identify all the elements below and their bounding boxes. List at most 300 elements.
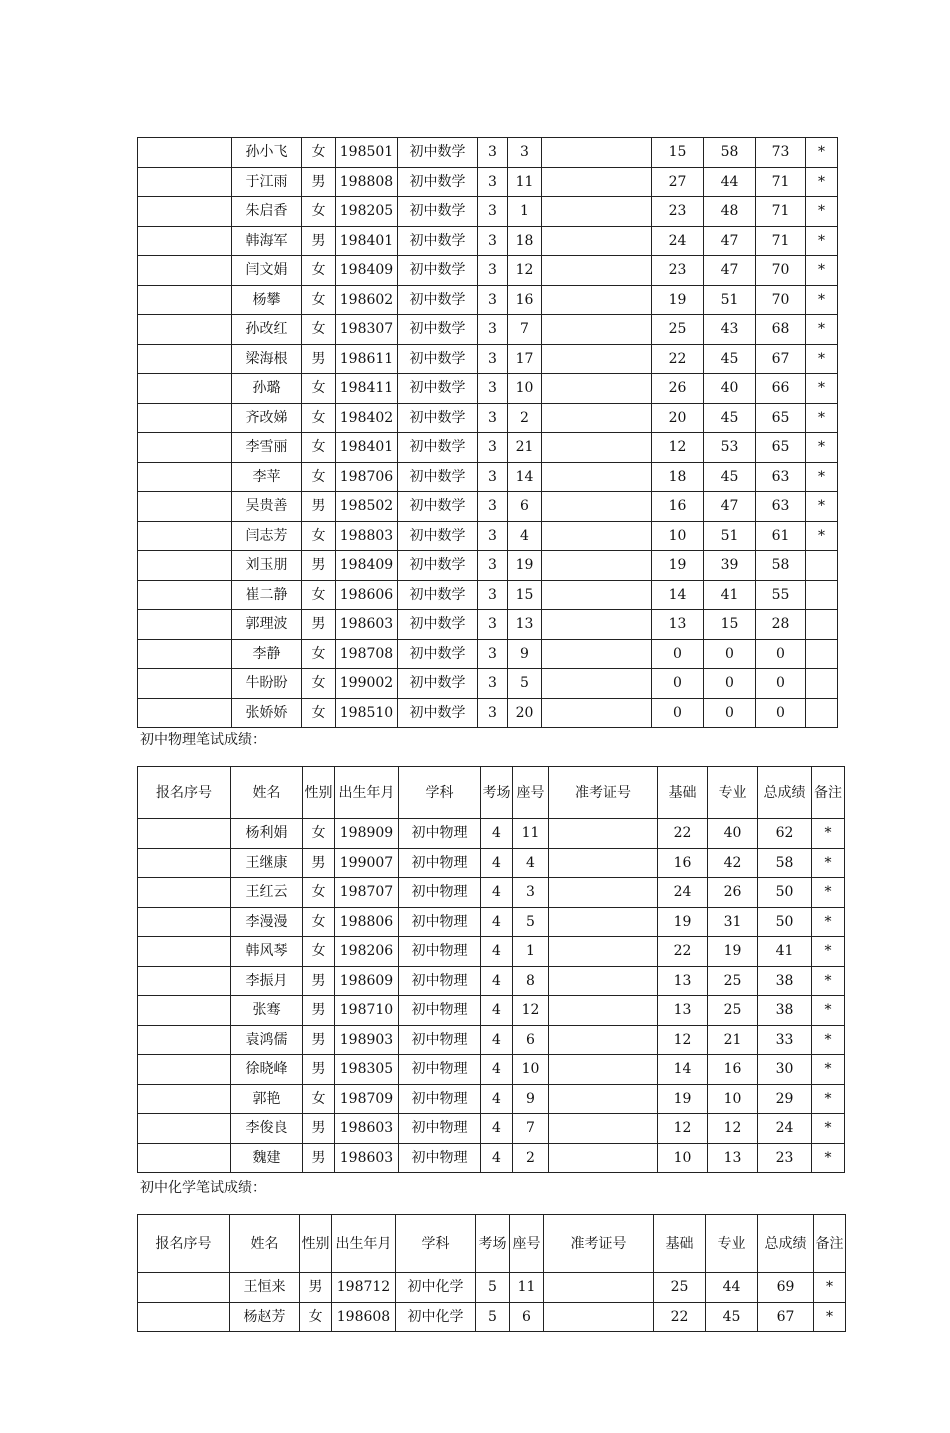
- cell-basic: 13: [658, 966, 708, 996]
- cell-major: 16: [708, 1055, 758, 1085]
- cell-birth: 198401: [336, 226, 398, 256]
- cell-seat: 20: [508, 698, 542, 728]
- cell-ticket: [549, 1114, 658, 1144]
- cell-seq: [138, 639, 232, 669]
- cell-name: 闫志芳: [232, 521, 302, 551]
- cell-birth: 198603: [335, 1143, 399, 1173]
- cell-gender: 女: [303, 907, 335, 937]
- cell-name: 杨攀: [232, 285, 302, 315]
- header-ticket: 准考证号: [544, 1215, 654, 1273]
- cell-total: 38: [758, 966, 812, 996]
- cell-seat: 18: [508, 226, 542, 256]
- cell-basic: 14: [652, 580, 704, 610]
- cell-total: 23: [758, 1143, 812, 1173]
- cell-seat: 7: [513, 1114, 549, 1144]
- cell-seq: [138, 403, 232, 433]
- cell-room: 3: [478, 580, 508, 610]
- cell-seq: [138, 138, 232, 168]
- cell-seq: [138, 907, 231, 937]
- cell-major: 25: [708, 966, 758, 996]
- cell-subject: 初中数学: [398, 551, 478, 581]
- cell-birth: 199007: [335, 848, 399, 878]
- cell-major: 44: [706, 1273, 758, 1303]
- table-row: [138, 1084, 845, 1114]
- cell-note: *: [806, 226, 838, 256]
- cell-room: 3: [478, 551, 508, 581]
- cell-seat: 3: [513, 878, 549, 908]
- cell-name: 孙璐: [232, 374, 302, 404]
- cell-note: [806, 698, 838, 728]
- cell-gender: 女: [302, 138, 336, 168]
- cell-total: 58: [756, 551, 806, 581]
- table-row: [138, 996, 845, 1026]
- cell-major: 21: [708, 1025, 758, 1055]
- table-row: [138, 197, 838, 227]
- cell-major: 31: [708, 907, 758, 937]
- cell-seq: [138, 848, 231, 878]
- cell-birth: 198803: [336, 521, 398, 551]
- cell-subject: 初中物理: [399, 1114, 481, 1144]
- cell-note: *: [812, 819, 845, 849]
- cell-major: 39: [704, 551, 756, 581]
- cell-seq: [138, 285, 232, 315]
- cell-subject: 初中物理: [399, 848, 481, 878]
- cell-seq: [138, 937, 231, 967]
- cell-total: 58: [758, 848, 812, 878]
- cell-subject: 初中数学: [398, 344, 478, 374]
- table-row: [138, 403, 838, 433]
- table-row: [138, 907, 845, 937]
- cell-major: 47: [704, 492, 756, 522]
- cell-seq: [138, 374, 232, 404]
- cell-subject: 初中化学: [396, 1302, 476, 1332]
- cell-seq: [138, 256, 232, 286]
- cell-name: 孙小飞: [232, 138, 302, 168]
- cell-seat: 4: [513, 848, 549, 878]
- table-row: [138, 610, 838, 640]
- cell-subject: 初中数学: [398, 580, 478, 610]
- cell-birth: 198409: [336, 551, 398, 581]
- cell-total: 71: [756, 226, 806, 256]
- cell-basic: 14: [658, 1055, 708, 1085]
- cell-seat: 1: [508, 197, 542, 227]
- cell-name: 郭艳: [231, 1084, 303, 1114]
- cell-note: *: [812, 878, 845, 908]
- table-row: [138, 966, 845, 996]
- cell-room: 3: [478, 492, 508, 522]
- table-row: [138, 315, 838, 345]
- cell-room: 3: [478, 639, 508, 669]
- cell-basic: 0: [652, 639, 704, 669]
- cell-basic: 19: [658, 1084, 708, 1114]
- cell-gender: 女: [302, 698, 336, 728]
- cell-gender: 女: [302, 256, 336, 286]
- cell-subject: 初中物理: [399, 1143, 481, 1173]
- cell-gender: 男: [303, 1055, 335, 1085]
- cell-major: 0: [704, 698, 756, 728]
- cell-gender: 女: [303, 819, 335, 849]
- cell-basic: 10: [652, 521, 704, 551]
- cell-seat: 19: [508, 551, 542, 581]
- cell-room: 3: [478, 256, 508, 286]
- cell-subject: 初中数学: [398, 256, 478, 286]
- cell-ticket: [542, 462, 652, 492]
- cell-name: 袁鸿儒: [231, 1025, 303, 1055]
- cell-basic: 10: [658, 1143, 708, 1173]
- cell-subject: 初中数学: [398, 669, 478, 699]
- table-row: [138, 937, 845, 967]
- table-row: [138, 669, 838, 699]
- cell-ticket: [542, 433, 652, 463]
- cell-seat: 5: [508, 669, 542, 699]
- cell-basic: 12: [658, 1025, 708, 1055]
- cell-note: [806, 610, 838, 640]
- cell-subject: 初中数学: [398, 226, 478, 256]
- cell-note: *: [806, 138, 838, 168]
- cell-birth: 198608: [332, 1302, 396, 1332]
- cell-seq: [138, 1055, 231, 1085]
- cell-name: 梁海根: [232, 344, 302, 374]
- cell-birth: 198401: [336, 433, 398, 463]
- cell-ticket: [542, 698, 652, 728]
- cell-major: 45: [704, 344, 756, 374]
- header-name: 姓名: [230, 1215, 300, 1273]
- cell-birth: 198609: [335, 966, 399, 996]
- cell-note: *: [806, 521, 838, 551]
- cell-birth: 198712: [332, 1273, 396, 1303]
- cell-ticket: [542, 197, 652, 227]
- header-row: [138, 767, 845, 819]
- cell-subject: 初中物理: [399, 907, 481, 937]
- cell-gender: 女: [302, 669, 336, 699]
- cell-ticket: [549, 996, 658, 1026]
- cell-basic: 26: [652, 374, 704, 404]
- cell-subject: 初中数学: [398, 521, 478, 551]
- header-subject: 学科: [396, 1215, 476, 1273]
- cell-seat: 16: [508, 285, 542, 315]
- cell-room: 4: [481, 878, 513, 908]
- cell-ticket: [549, 878, 658, 908]
- cell-gender: 男: [303, 1143, 335, 1173]
- cell-birth: 198502: [336, 492, 398, 522]
- cell-note: *: [812, 1084, 845, 1114]
- header-major: 专业: [706, 1215, 758, 1273]
- table-row: [138, 285, 838, 315]
- cell-gender: 女: [302, 580, 336, 610]
- header-row: [138, 1215, 846, 1273]
- cell-note: *: [806, 315, 838, 345]
- cell-note: *: [806, 462, 838, 492]
- cell-seat: 8: [513, 966, 549, 996]
- cell-seq: [138, 197, 232, 227]
- cell-seq: [138, 1273, 230, 1303]
- cell-subject: 初中数学: [398, 374, 478, 404]
- cell-total: 68: [756, 315, 806, 345]
- cell-note: *: [812, 937, 845, 967]
- cell-basic: 22: [658, 937, 708, 967]
- physics-caption: 初中物理笔试成绩：: [140, 732, 266, 748]
- cell-birth: 198903: [335, 1025, 399, 1055]
- table-row: [138, 1025, 845, 1055]
- cell-basic: 13: [652, 610, 704, 640]
- cell-ticket: [542, 226, 652, 256]
- cell-name: 张骞: [231, 996, 303, 1026]
- cell-basic: 22: [652, 344, 704, 374]
- cell-seq: [138, 878, 231, 908]
- cell-name: 牛盼盼: [232, 669, 302, 699]
- cell-subject: 初中数学: [398, 285, 478, 315]
- cell-birth: 198409: [336, 256, 398, 286]
- cell-major: 51: [704, 285, 756, 315]
- cell-total: 0: [756, 669, 806, 699]
- cell-birth: 198206: [335, 937, 399, 967]
- cell-total: 30: [758, 1055, 812, 1085]
- cell-basic: 19: [652, 551, 704, 581]
- cell-major: 53: [704, 433, 756, 463]
- cell-basic: 16: [652, 492, 704, 522]
- cell-total: 38: [758, 996, 812, 1026]
- table-row: [138, 138, 838, 168]
- cell-seq: [138, 1114, 231, 1144]
- cell-ticket: [549, 1084, 658, 1114]
- cell-seat: 10: [513, 1055, 549, 1085]
- cell-gender: 女: [303, 1084, 335, 1114]
- cell-major: 44: [704, 167, 756, 197]
- cell-seat: 15: [508, 580, 542, 610]
- cell-seq: [138, 669, 232, 699]
- cell-room: 5: [476, 1302, 510, 1332]
- cell-room: 3: [478, 344, 508, 374]
- cell-subject: 初中物理: [399, 937, 481, 967]
- cell-note: *: [812, 996, 845, 1026]
- cell-room: 5: [476, 1273, 510, 1303]
- cell-subject: 初中数学: [398, 639, 478, 669]
- cell-gender: 女: [302, 639, 336, 669]
- cell-ticket: [542, 138, 652, 168]
- cell-basic: 12: [652, 433, 704, 463]
- cell-gender: 男: [302, 551, 336, 581]
- cell-major: 19: [708, 937, 758, 967]
- cell-room: 3: [478, 197, 508, 227]
- cell-room: 3: [478, 698, 508, 728]
- cell-note: *: [806, 344, 838, 374]
- table-row: [138, 462, 838, 492]
- cell-seq: [138, 698, 232, 728]
- cell-subject: 初中物理: [399, 1025, 481, 1055]
- cell-name: 刘玉朋: [232, 551, 302, 581]
- cell-subject: 初中物理: [399, 1084, 481, 1114]
- cell-major: 25: [708, 996, 758, 1026]
- cell-gender: 女: [300, 1302, 332, 1332]
- cell-seq: [138, 819, 231, 849]
- cell-total: 73: [756, 138, 806, 168]
- cell-total: 24: [758, 1114, 812, 1144]
- cell-total: 69: [758, 1273, 814, 1303]
- cell-seat: 6: [508, 492, 542, 522]
- physics-score-table: [137, 766, 845, 1173]
- cell-subject: 初中数学: [398, 610, 478, 640]
- cell-major: 41: [704, 580, 756, 610]
- cell-major: 48: [704, 197, 756, 227]
- cell-name: 于江雨: [232, 167, 302, 197]
- table-row: [138, 1055, 845, 1085]
- cell-major: 43: [704, 315, 756, 345]
- table-row: [138, 374, 838, 404]
- cell-seat: 3: [508, 138, 542, 168]
- cell-gender: 男: [303, 966, 335, 996]
- cell-ticket: [549, 1143, 658, 1173]
- cell-birth: 198603: [335, 1114, 399, 1144]
- header-basic: 基础: [658, 767, 708, 819]
- cell-gender: 男: [303, 1025, 335, 1055]
- cell-subject: 初中数学: [398, 433, 478, 463]
- cell-ticket: [542, 344, 652, 374]
- cell-subject: 初中物理: [399, 966, 481, 996]
- cell-basic: 19: [658, 907, 708, 937]
- cell-total: 28: [756, 610, 806, 640]
- header-ticket: 准考证号: [549, 767, 658, 819]
- table-row: [138, 639, 838, 669]
- table-row: [138, 848, 845, 878]
- cell-note: *: [812, 966, 845, 996]
- table-row: [138, 698, 838, 728]
- cell-gender: 女: [302, 433, 336, 463]
- cell-major: 47: [704, 226, 756, 256]
- header-subject: 学科: [399, 767, 481, 819]
- cell-gender: 男: [302, 226, 336, 256]
- cell-ticket: [542, 403, 652, 433]
- table-row: [138, 1302, 846, 1332]
- cell-ticket: [544, 1302, 654, 1332]
- cell-basic: 27: [652, 167, 704, 197]
- cell-total: 70: [756, 285, 806, 315]
- cell-total: 66: [756, 374, 806, 404]
- cell-ticket: [549, 1055, 658, 1085]
- cell-seq: [138, 551, 232, 581]
- cell-seat: 12: [508, 256, 542, 286]
- cell-name: 徐晓峰: [231, 1055, 303, 1085]
- cell-basic: 24: [652, 226, 704, 256]
- cell-name: 李苹: [232, 462, 302, 492]
- cell-birth: 198606: [336, 580, 398, 610]
- cell-seat: 13: [508, 610, 542, 640]
- cell-name: 王恒来: [230, 1273, 300, 1303]
- cell-room: 4: [481, 937, 513, 967]
- header-gender: 性别: [300, 1215, 332, 1273]
- cell-subject: 初中数学: [398, 138, 478, 168]
- cell-seq: [138, 580, 232, 610]
- cell-birth: 198707: [335, 878, 399, 908]
- cell-seq: [138, 462, 232, 492]
- cell-seat: 6: [510, 1302, 544, 1332]
- table-row: [138, 551, 838, 581]
- cell-major: 0: [704, 669, 756, 699]
- header-seat: 座号: [510, 1215, 544, 1273]
- header-basic: 基础: [654, 1215, 706, 1273]
- cell-name: 韩海军: [232, 226, 302, 256]
- cell-basic: 0: [652, 698, 704, 728]
- cell-seq: [138, 1302, 230, 1332]
- cell-major: 26: [708, 878, 758, 908]
- cell-birth: 198603: [336, 610, 398, 640]
- cell-note: *: [812, 1055, 845, 1085]
- cell-room: 4: [481, 1143, 513, 1173]
- cell-seq: [138, 433, 232, 463]
- cell-gender: 女: [302, 285, 336, 315]
- cell-note: *: [806, 197, 838, 227]
- cell-birth: 198611: [336, 344, 398, 374]
- table-row: [138, 256, 838, 286]
- cell-total: 71: [756, 197, 806, 227]
- cell-basic: 15: [652, 138, 704, 168]
- cell-total: 29: [758, 1084, 812, 1114]
- cell-total: 61: [756, 521, 806, 551]
- cell-ticket: [542, 521, 652, 551]
- cell-total: 63: [756, 462, 806, 492]
- cell-name: 李俊良: [231, 1114, 303, 1144]
- cell-seat: 7: [508, 315, 542, 345]
- cell-seat: 2: [508, 403, 542, 433]
- table-row: [138, 1114, 845, 1144]
- cell-seq: [138, 610, 232, 640]
- cell-basic: 12: [658, 1114, 708, 1144]
- cell-subject: 初中数学: [398, 462, 478, 492]
- cell-ticket: [549, 1025, 658, 1055]
- cell-name: 李静: [232, 639, 302, 669]
- table-row: [138, 819, 845, 849]
- cell-gender: 男: [302, 492, 336, 522]
- cell-gender: 男: [303, 1114, 335, 1144]
- cell-room: 3: [478, 610, 508, 640]
- cell-note: *: [806, 167, 838, 197]
- cell-birth: 198205: [336, 197, 398, 227]
- cell-total: 41: [758, 937, 812, 967]
- cell-room: 3: [478, 167, 508, 197]
- cell-total: 62: [758, 819, 812, 849]
- cell-ticket: [542, 639, 652, 669]
- cell-ticket: [549, 907, 658, 937]
- cell-seat: 14: [508, 462, 542, 492]
- cell-ticket: [544, 1273, 654, 1303]
- cell-birth: 198501: [336, 138, 398, 168]
- cell-room: 3: [478, 374, 508, 404]
- cell-ticket: [542, 492, 652, 522]
- cell-seq: [138, 996, 231, 1026]
- cell-note: *: [814, 1302, 846, 1332]
- cell-name: 崔二静: [232, 580, 302, 610]
- cell-total: 33: [758, 1025, 812, 1055]
- cell-room: 4: [481, 1114, 513, 1144]
- cell-room: 3: [478, 285, 508, 315]
- header-seat: 座号: [513, 767, 549, 819]
- cell-room: 3: [478, 433, 508, 463]
- cell-name: 吴贵善: [232, 492, 302, 522]
- cell-birth: 199002: [336, 669, 398, 699]
- cell-total: 55: [756, 580, 806, 610]
- cell-ticket: [549, 848, 658, 878]
- cell-major: 51: [704, 521, 756, 551]
- cell-basic: 19: [652, 285, 704, 315]
- cell-basic: 24: [658, 878, 708, 908]
- cell-room: 3: [478, 138, 508, 168]
- cell-name: 李漫漫: [231, 907, 303, 937]
- cell-seat: 11: [510, 1273, 544, 1303]
- cell-ticket: [549, 966, 658, 996]
- cell-room: 3: [478, 521, 508, 551]
- cell-seat: 11: [513, 819, 549, 849]
- cell-gender: 男: [303, 996, 335, 1026]
- cell-room: 4: [481, 848, 513, 878]
